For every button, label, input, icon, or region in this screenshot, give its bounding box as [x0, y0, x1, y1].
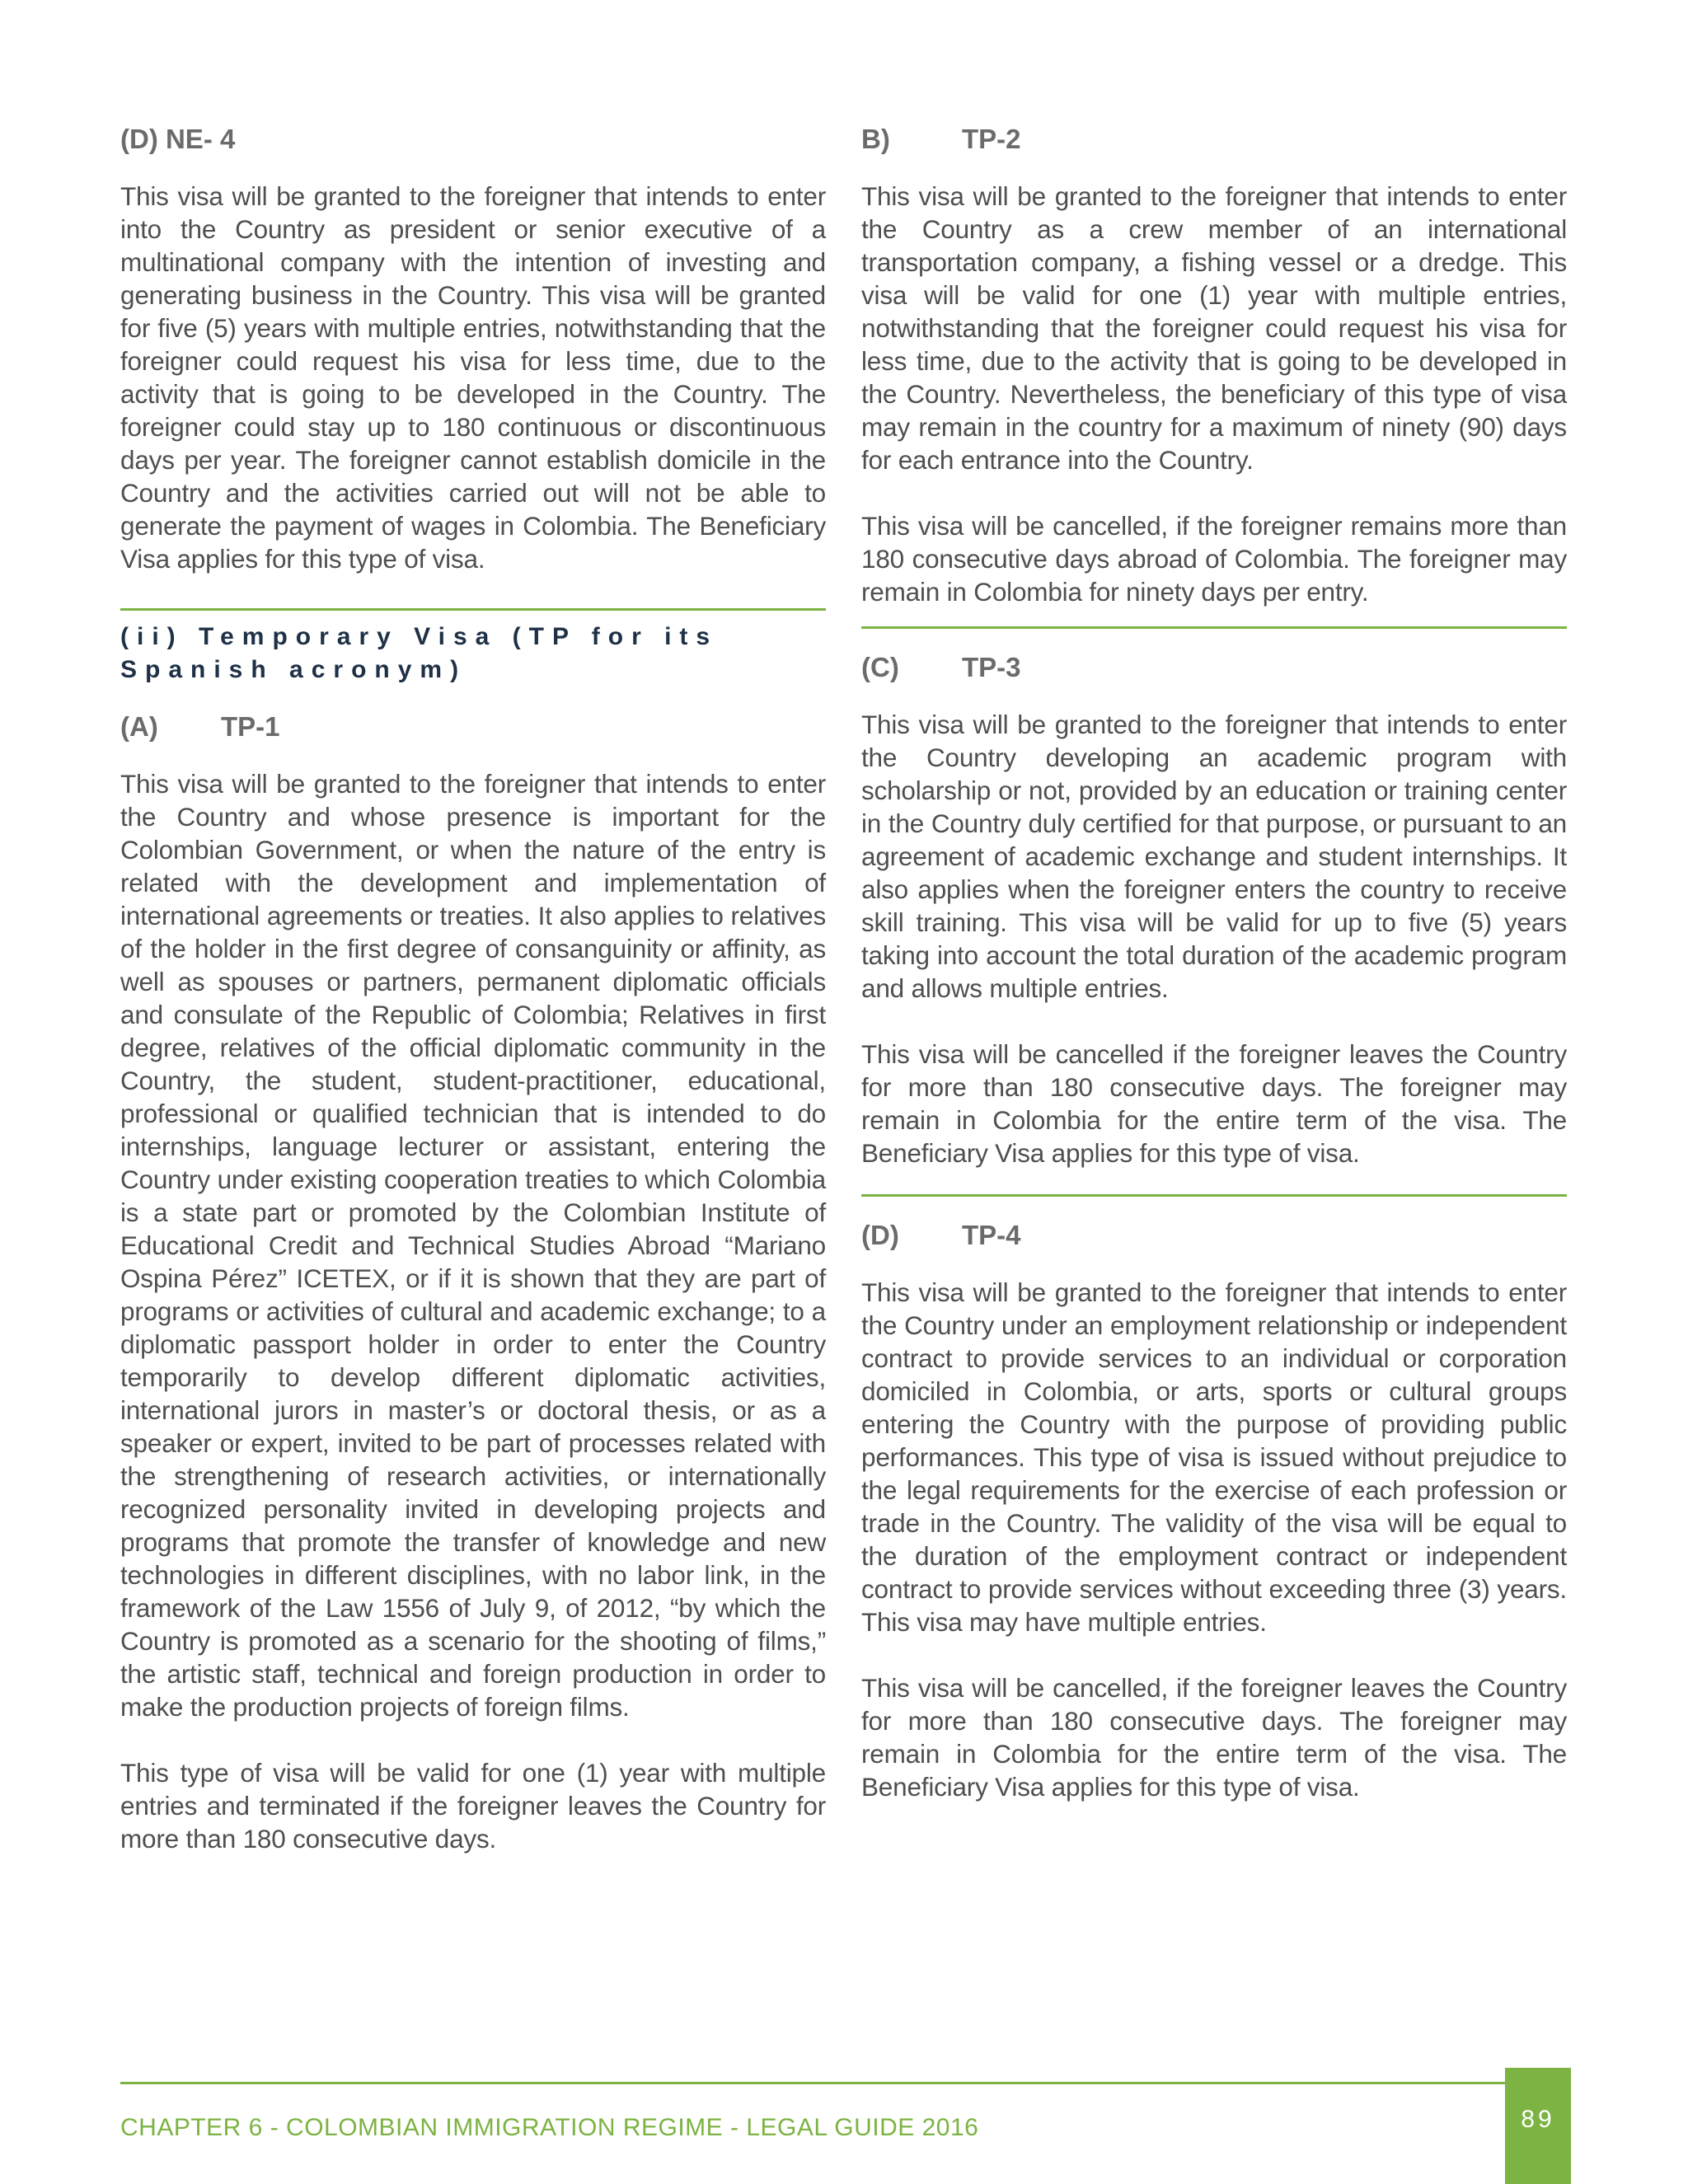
tp4-letter: (D) [861, 1220, 899, 1250]
tp3-heading [861, 644, 1567, 691]
footer-divider [120, 2082, 1505, 2084]
temporary-visa-section-title: (ii) Temporary Visa (TP for its Spanish acronym) [120, 623, 719, 683]
tp2-heading [861, 115, 1567, 163]
tp1-heading [120, 703, 826, 751]
tp1-letter: (A) [120, 711, 158, 742]
tp2-text-1: This visa will be granted to the foreigner that intends to enter the Country as a crew member of an international transportation company, a fishing vessel or a dredge. This visa will be valid for one (1) year with multiple entries, notwithstanding that the foreigner could request his visa for less time, due to the activity that is going to be developed in the Country. Nevertheless, the beneficiary of this type of visa may remain in the country for a maximum of ninety (90) days for each entrance into the Country. [861, 181, 1567, 475]
tp2-divider [861, 626, 1567, 629]
tp3-code: TP-3 [962, 652, 1021, 682]
tp2-text-2: This visa will be cancelled, if the foreigner remains more than 180 consecutive days abroad of Colombia. The foreigner may remain in Colombia for ninety days per entry. [861, 511, 1567, 607]
section-divider [120, 608, 826, 611]
tp3-letter: (C) [861, 652, 899, 682]
tp4-text-1: This visa will be granted to the foreigner that intends to enter the Country under an employment relationship or independent contract to provide services to an individual or corporation domiciled in Colombia, or arts, sports or cultural groups entering the Country with the purpose of providing public performances. This type of visa is issued without prejudice to the legal requirements for the exercise of each profession or trade in the Country. The validity of the visa will be equal to the duration of the employment contract or independent contract to provide services without exceeding three (3) years. This visa may have multiple entries. [861, 1277, 1567, 1637]
tp1-code: TP-1 [221, 711, 280, 742]
tp4-heading [861, 1212, 1567, 1259]
tp2-code: TP-2 [962, 124, 1021, 154]
right-column [861, 115, 1567, 1836]
left-column [120, 115, 826, 1888]
tp2-letter: B) [861, 124, 890, 154]
tp4-text-2: This visa will be cancelled, if the foreigner leaves the Country for more than 180 consecutive days. The foreigner may remain in Colombia for the entire term of the visa. The Beneficiary Visa applies for this type of visa. [861, 1673, 1567, 1802]
tp1-text-1: This visa will be granted to the foreigner that intends to enter the Country and whose presence is important for the Colombian Government, or when the nature of the entry is related with the development and implementation of international agreements or treaties. It also applies to relatives of the holder in the first degree of consanguinity or affinity, as well as spouses or partners, permanent diplomatic officials and consulate of the Republic of Colombia; Relatives in first degree, relatives of the official diplomatic community in the Country, the student, student-practitioner, educational, professional or qualified technician that is intended to do internships, language lecturer or assistant, entering the Country under existing cooperation treaties to which Colombia is a state part or promoted by the Colombian Institute of Educational Credit and Technical Studies Abroad “Mariano Ospina Pérez” ICETEX, or if it is shown that they are part of programs or activities of cultural and academic exchange; to a diplomatic passport holder in order to enter the Country temporarily to develop different diplomatic activities, international jurors in master’s or doctoral thesis, or as a speaker or expert, invited to be part of processes related with the strengthening of research activities, or internationally recognized personality invited in developing projects and programs that promote the transfer of knowledge and new technologies in different disciplines, with no labor link, in the framework of the Law 1556 of July 9, of 2012, “by which the Country is promoted as a scenario for the shooting of films,” the artistic staff, technical and foreign production in order to make the production projects of foreign films. [120, 769, 826, 1722]
tp3-divider [861, 1194, 1567, 1197]
tp3-text-1: This visa will be granted to the foreigner that intends to enter the Country developing an academic program with scholarship or not, provided by an education or training center in the Country duly certified for that purpose, or pursuant to an agreement of academic exchange and student internships. It also applies when the foreigner enters the country to receive skill training. This visa will be valid for up to five (5) years taking into account the total duration of the academic program and allows multiple entries. [861, 710, 1567, 1003]
page-number: 89 [1521, 2106, 1555, 2133]
ne4-heading: (D) NE- 4 [120, 124, 236, 154]
tp3-text-2: This visa will be cancelled if the foreigner leaves the Country for more than 180 consecutive days. The foreigner may remain in Colombia for the entire term of the visa. The Beneficiary Visa applies for this type of visa. [861, 1039, 1567, 1168]
tp1-text-2: This type of visa will be valid for one (1) year with multiple entries and terminated if the foreigner leaves the Country for more than 180 consecutive days. [120, 1758, 826, 1854]
footer-chapter-title: CHAPTER 6 - COLOMBIAN IMMIGRATION REGIME - LEGAL GUIDE 2016 [120, 2114, 979, 2141]
ne4-text: This visa will be granted to the foreigner that intends to enter into the Country as president or senior executive of a multinational company with the intention of investing and generating business in the Country. This visa will be granted for five (5) years with multiple entries, notwithstanding that the foreigner could request his visa for less time, due to the activity that is going to be developed in the Country. The foreigner could stay up to 180 continuous or discontinuous days per year. The foreigner cannot establish domicile in the Country and the activities carried out will not be able to generate the payment of wages in Colombia. The Beneficiary Visa applies for this type of visa. [120, 181, 826, 574]
tp4-code: TP-4 [962, 1220, 1021, 1250]
